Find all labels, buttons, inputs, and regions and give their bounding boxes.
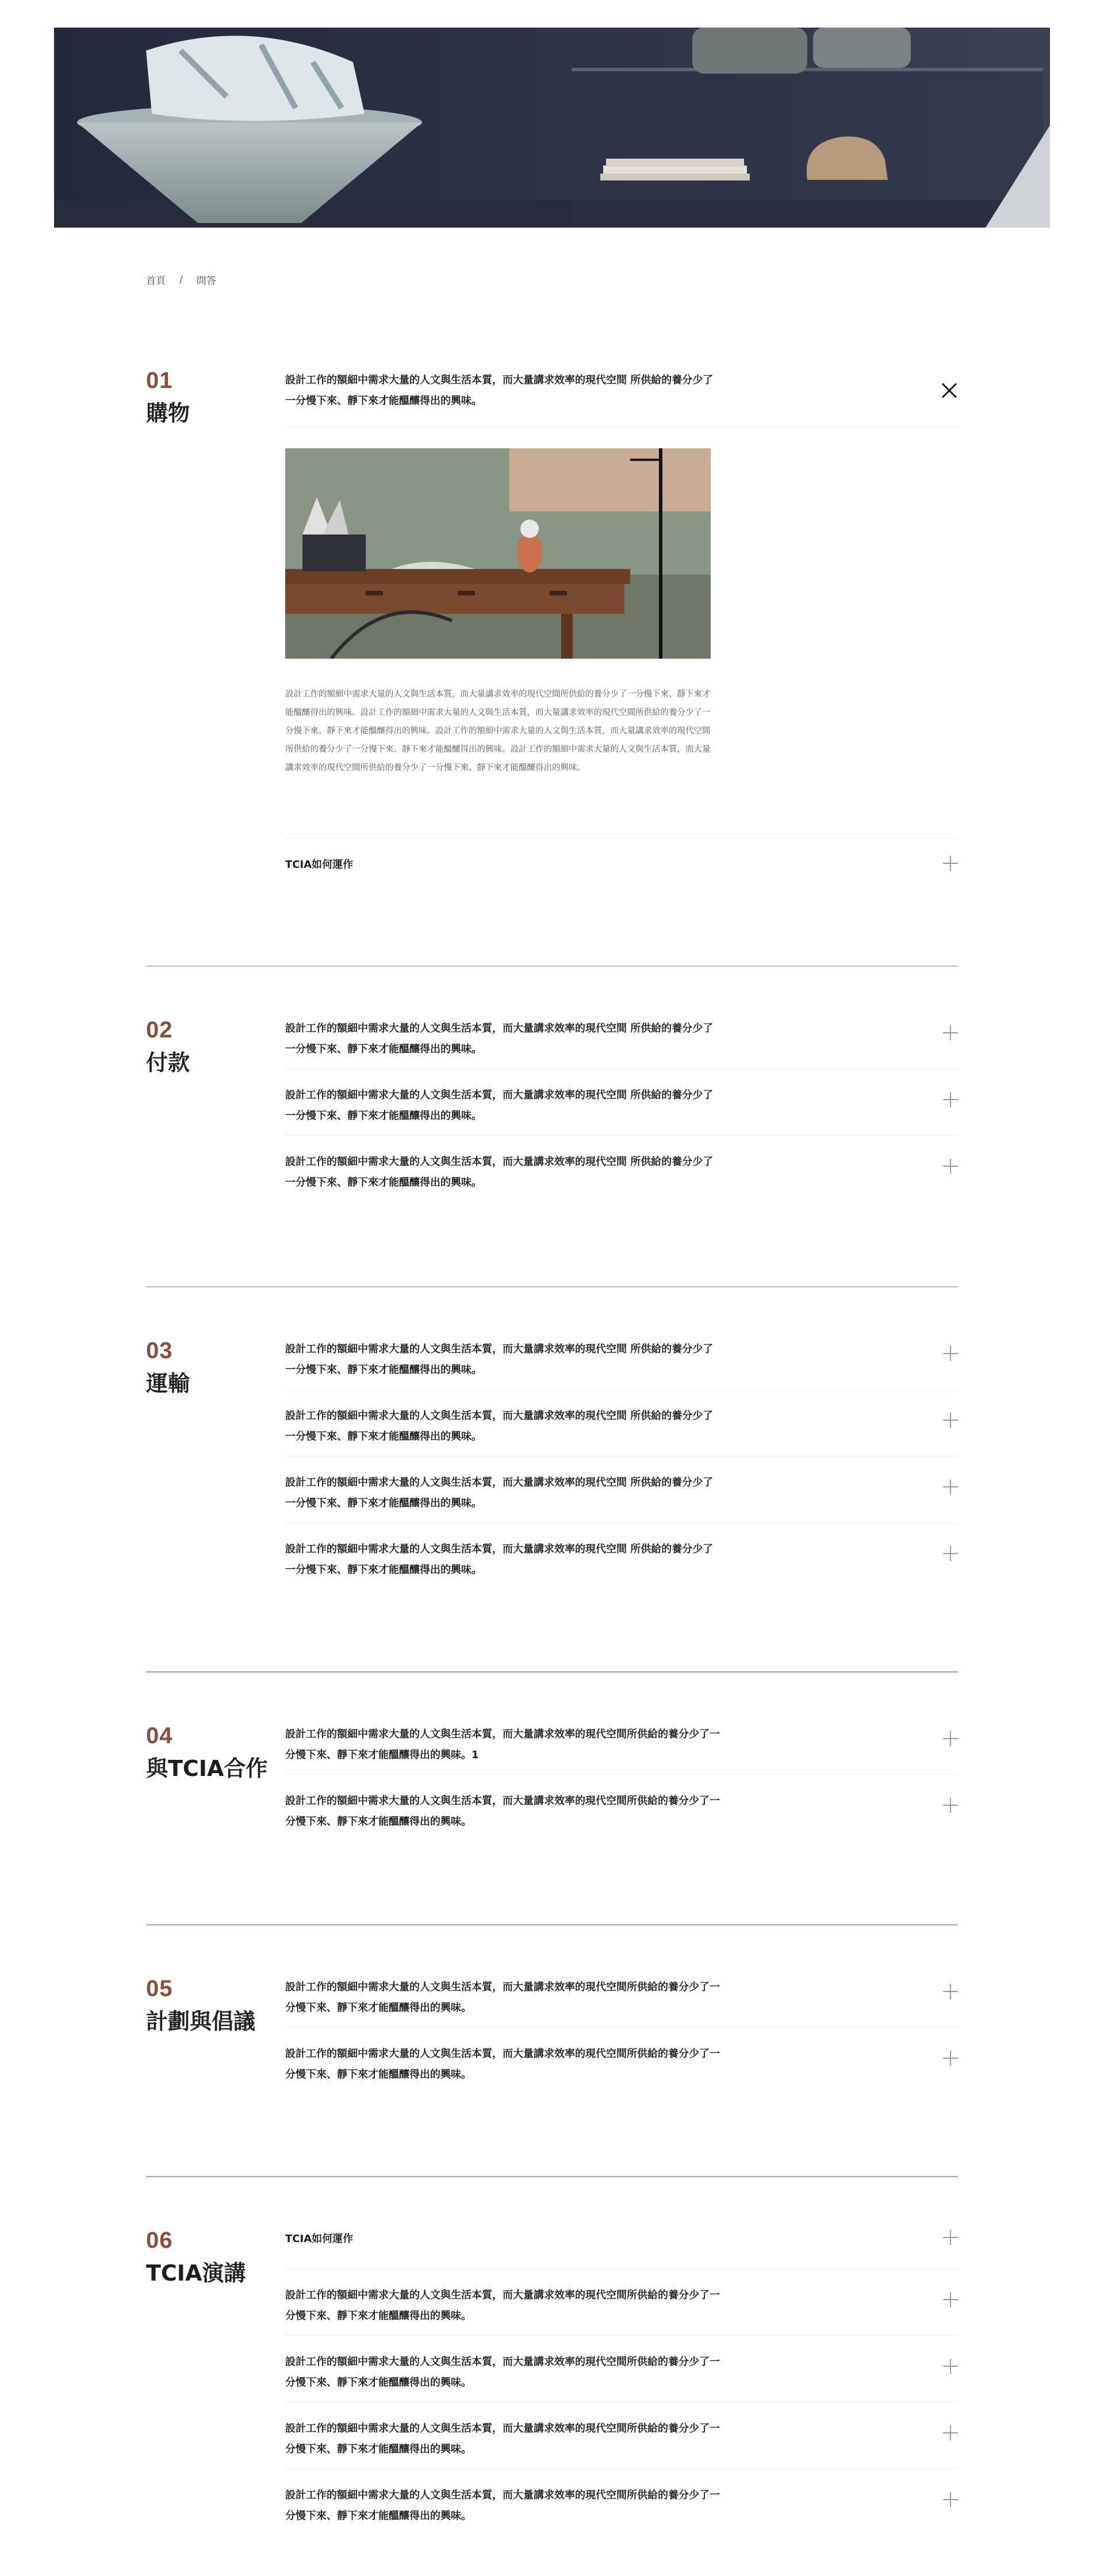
section-title: 購物 xyxy=(146,401,190,426)
faq-item[interactable] xyxy=(285,1002,958,1069)
faq-question: 設計工作的額細中需求大量的人文與生活本質，而大量講求效率的現代空間所供給的養分少了一分慢下來、靜下來才能醞釀得出的興味。 xyxy=(285,2048,720,2081)
faq-item[interactable] xyxy=(285,1069,958,1136)
faq-question: TCIA如何運作 xyxy=(285,859,354,871)
faq-question: 設計工作的額細中需求大量的人文與生活本質，而大量講求效率的現代空間所供給的養分少了一分慢下來、靜下來才能醞釀得出的興味。 xyxy=(285,1795,720,1828)
breadcrumb-home-link[interactable]: 首頁 xyxy=(146,275,166,287)
section-number: 06 xyxy=(146,2228,173,2253)
breadcrumb xyxy=(146,272,216,287)
faq-item[interactable] xyxy=(285,2469,958,2536)
faq-question: 設計工作的額細中需求大量的人文與生活本質，而大量講求效率的現代空間 所供給的養分少了一分慢下來、靜下來才能醞釀得出的興味。 xyxy=(285,374,714,407)
answer-text: 設計工作的額細中需求大量的人文與生活本質，而大量講求效率的現代空間所供給的養分少了一分慢下來、靜下來才能醞釀得出的興味。設計工作的額細中需求大量的人文與生活本質，而大量講求效率的現代空間所供給的養分少了一分慢下來、靜下來才能醞釀得出的興味。設計工作的額細中需求大量的人文與生活本質，而大量講求效率的現代空間所供給的養分少了一分慢下來、靜下來才能醞釀得出的興味。設計工作的額細中需求大量的人文與生活本質，而大量講求效率的現代空間所供給的養分少了一分慢下來、靜下來才能醞釀得出的興味。 xyxy=(285,690,711,772)
plus-icon[interactable] xyxy=(943,2292,958,2307)
faq-item[interactable] xyxy=(285,838,958,890)
section-number: 05 xyxy=(146,1976,173,2001)
plus-icon[interactable] xyxy=(943,2425,958,2440)
section-title: 付款 xyxy=(146,1050,190,1075)
faq-item[interactable] xyxy=(285,1456,958,1523)
faq-item[interactable] xyxy=(285,1775,958,1841)
faq-section-partnership xyxy=(146,1671,958,1850)
faq-item[interactable] xyxy=(285,2223,958,2269)
faq-question: 設計工作的額細中需求大量的人文與生活本質，而大量講求效率的現代空間所供給的養分少了一分慢下來、靜下來才能醞釀得出的興味。 xyxy=(285,2289,720,2322)
faq-list xyxy=(285,1708,958,1841)
close-icon[interactable] xyxy=(941,382,958,399)
answer-image xyxy=(285,448,711,659)
faq-item[interactable] xyxy=(285,1390,958,1456)
plus-icon[interactable] xyxy=(943,1479,958,1494)
section-number: 02 xyxy=(146,1017,173,1043)
faq-section-talks xyxy=(146,2176,958,2544)
faq-question: 設計工作的額細中需求大量的人文與生活本質，而大量講求效率的現代空間所供給的養分少了一分慢下來、靜下來才能醞釀得出的興味。 xyxy=(285,1981,720,2014)
faq-question: 設計工作的額細中需求大量的人文與生活本質，而大量講求效率的現代空間 所供給的養分少了一分慢下來、靜下來才能醞釀得出的興味。 xyxy=(285,1343,714,1376)
plus-icon[interactable] xyxy=(943,1413,958,1428)
faq-question: 設計工作的額細中需求大量的人文與生活本質，而大量講求效率的現代空間所供給的養分少了一分慢下來、靜下來才能醞釀得出的興味。 xyxy=(285,2489,720,2522)
faq-item[interactable] xyxy=(285,2269,958,2336)
section-number: 04 xyxy=(146,1723,173,1748)
plus-icon[interactable] xyxy=(943,1025,958,1040)
faq-item[interactable] xyxy=(285,2402,958,2469)
faq-item[interactable] xyxy=(285,1323,958,1390)
faq-item[interactable] xyxy=(285,2336,958,2402)
plus-icon[interactable] xyxy=(943,2230,958,2245)
section-title: 運輸 xyxy=(146,1371,190,1396)
section-title: 與TCIA合作 xyxy=(146,1756,268,1781)
faq-question: 設計工作的額細中需求大量的人文與生活本質，而大量講求效率的現代空間所供給的養分少了一分慢下來、靜下來才能醞釀得出的興味。 xyxy=(285,2356,720,2389)
faq-item[interactable] xyxy=(285,1708,958,1775)
section-number: 03 xyxy=(146,1338,173,1363)
faq-question: 設計工作的額細中需求大量的人文與生活本質，而大量講求效率的現代空間 所供給的養分少了一分慢下來、靜下來才能醞釀得出的興味。 xyxy=(285,1156,714,1189)
faq-question: 設計工作的額細中需求大量的人文與生活本質，而大量講求效率的現代空間 所供給的養分少了一分慢下來、靜下來才能醞釀得出的興味。 xyxy=(285,1477,714,1509)
faq-question: 設計工作的額細中需求大量的人文與生活本質，而大量講求效率的現代空間 所供給的養分少了一分慢下來、靜下來才能醞釀得出的興味。 xyxy=(285,1022,714,1055)
hero-banner-image xyxy=(54,28,1050,228)
plus-icon[interactable] xyxy=(943,1546,958,1561)
plus-icon[interactable] xyxy=(943,1798,958,1813)
faq-item-open[interactable] xyxy=(285,368,958,428)
section-title: 計劃與倡議 xyxy=(146,2009,256,2034)
faq-question: 設計工作的額細中需求大量的人文與生活本質，而大量講求效率的現代空間 所供給的養分少了一分慢下來、靜下來才能醞釀得出的興味。 xyxy=(285,1410,714,1443)
plus-icon[interactable] xyxy=(943,1092,958,1107)
faq-question: 設計工作的額細中需求大量的人文與生活本質，而大量講求效率的現代空間 所供給的養分少了一分慢下來、靜下來才能醞釀得出的興味。 xyxy=(285,1543,714,1576)
plus-icon[interactable] xyxy=(943,1731,958,1746)
faq-question: 設計工作的額細中需求大量的人文與生活本質，而大量講求效率的現代空間所供給的養分少了一分慢下來、靜下來才能醞釀得出的興味。1 xyxy=(285,1728,720,1761)
plus-icon[interactable] xyxy=(943,1984,958,1999)
faq-section-payment xyxy=(146,966,958,1213)
breadcrumb-current: 問答 xyxy=(196,275,216,287)
plus-icon[interactable] xyxy=(943,1159,958,1174)
faq-item[interactable] xyxy=(285,2028,958,2094)
faq-list xyxy=(285,2223,958,2536)
faq-list xyxy=(285,1002,958,1202)
section-number: 01 xyxy=(146,368,173,393)
faq-list xyxy=(285,1961,958,2094)
faq-list xyxy=(285,1323,958,1590)
faq-section-shopping xyxy=(146,368,958,885)
faq-item[interactable] xyxy=(285,1961,958,2028)
plus-icon[interactable] xyxy=(943,2359,958,2374)
plus-icon[interactable] xyxy=(943,2051,958,2066)
breadcrumb-separator: / xyxy=(179,274,183,286)
plus-icon[interactable] xyxy=(943,2492,958,2507)
plus-icon[interactable] xyxy=(943,856,958,871)
faq-question: 設計工作的額細中需求大量的人文與生活本質，而大量講求效率的現代空間所供給的養分少了一分慢下來、靜下來才能醞釀得出的興味。 xyxy=(285,2423,720,2455)
faq-item[interactable] xyxy=(285,1523,958,1590)
faq-question: 設計工作的額細中需求大量的人文與生活本質，而大量講求效率的現代空間 所供給的養分少了一分慢下來、靜下來才能醞釀得出的興味。 xyxy=(285,1089,714,1122)
faq-section-programs xyxy=(146,1924,958,2102)
plus-icon[interactable] xyxy=(943,1346,958,1361)
faq-question: TCIA如何運作 xyxy=(285,2233,354,2245)
section-title: TCIA演講 xyxy=(146,2260,246,2286)
faq-item[interactable] xyxy=(285,1136,958,1202)
faq-section-shipping xyxy=(146,1286,958,1597)
